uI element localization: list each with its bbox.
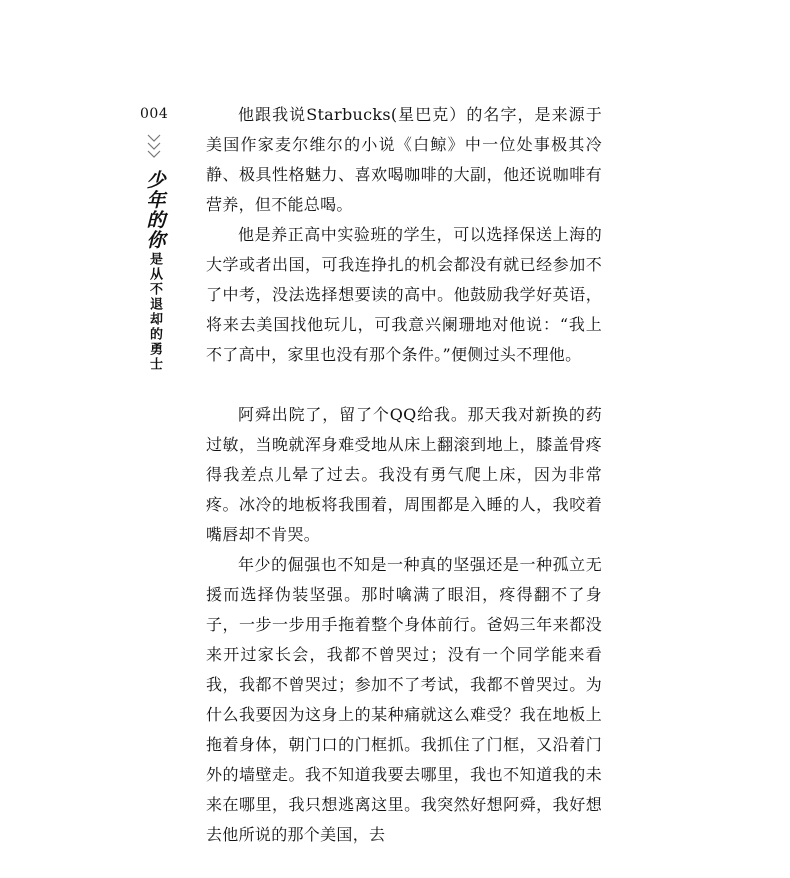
paragraph-3: 阿舜出院了，留了个QQ给我。那天我对新换的药过敏，当晚就浑身难受地从床上翻滚到地上，膝盖骨疼得我差点儿晕了过去。我没有勇气爬上床，因为非常疼。冰冷的地板将我围着，周围都是入睡的人，我咬着嘴唇却不肯哭。 [206, 405, 602, 544]
paragraph-1: 他跟我说Starbucks(星巴克）的名字，是来源于美国作家麦尔维尔的小说《白鲸》中一位处事极其冷静、极具性格魅力、喜欢喝咖啡的大副，他还说咖啡有营养，但不能总喝。 [206, 105, 602, 214]
body-text [206, 100, 602, 850]
triple-chevron-down-icon [146, 132, 162, 162]
paragraph-4: 年少的倔强也不知是一种真的坚强还是一种孤立无援而选择伪装坚强。那时噙满了眼泪，疼得翻不了身子，一步一步用手拖着整个身体前行。爸妈三年来都没来开过家长会，我都不曾哭过；没有一个同学能来看我，我都不曾哭过；参加不了考试，我都不曾哭过。为什么我要因为这身上的某种痛就这么难受？我在地板上拖着身体，朝门口的门框抓。我抓住了门框，又沿着门外的墙壁走。我不知道我要去哪里，我也不知道我的未来在哪里，我只想逃离这里。我突然好想阿舜，我好想去他所说的那个美国，去 [206, 555, 602, 844]
paragraph-2: 他是养正高中实验班的学生，可以选择保送上海的大学或者出国，可我连挣扎的机会都没有就已经参加不了中考，没法选择想要读的高中。他鼓励我学好英语，将来去美国找他玩儿，可我意兴阑珊地对他说：“我上不了高中，家里也没有那个条件。”便侧过头不理他。 [206, 225, 602, 364]
book-title-vertical [143, 170, 165, 372]
page-number: 004 [140, 106, 169, 122]
book-subtitle: 是从不退却的勇士 [147, 252, 162, 372]
section-break [206, 370, 602, 400]
book-title: 少年的你 [143, 170, 166, 250]
